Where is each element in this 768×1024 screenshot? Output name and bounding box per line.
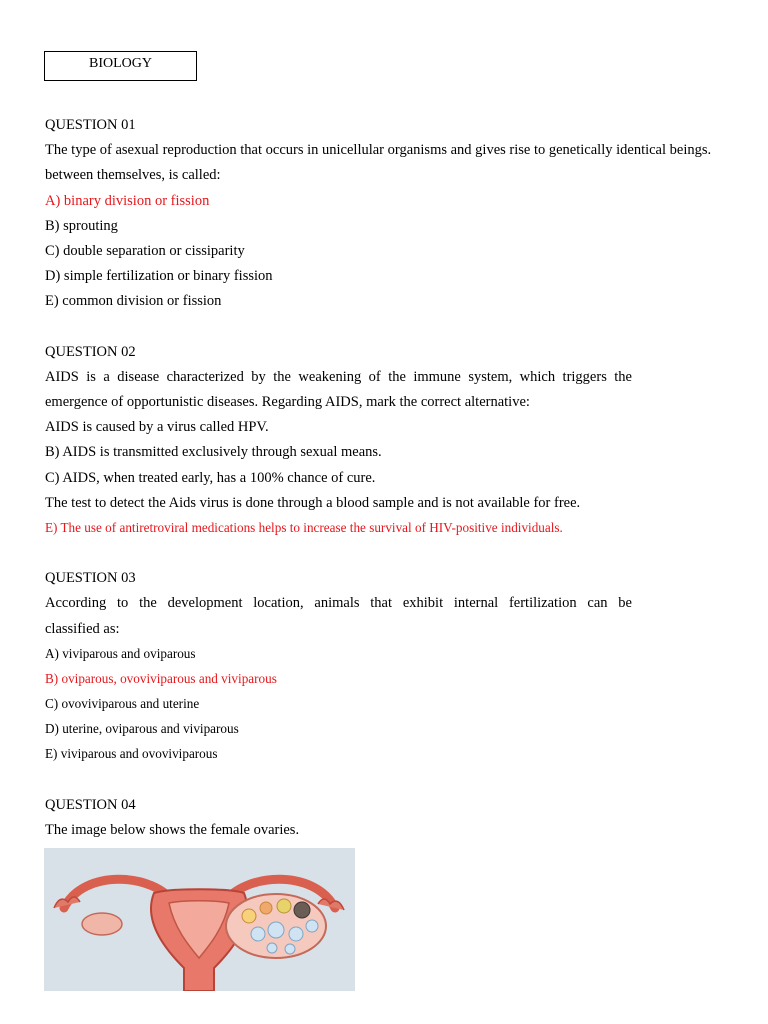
question-02-stem-line-2: emergence of opportunistic diseases. Regarding AIDS, mark the correct alternative: [45, 394, 530, 410]
question-03-option-e: E) viviparous and ovoviviparous [45, 746, 218, 761]
question-01-stem-line-2: between themselves, is called: [45, 167, 221, 183]
uterus-ovaries-illustration [44, 848, 355, 991]
question-02-heading: QUESTION 02 [45, 344, 136, 360]
question-01-heading: QUESTION 01 [45, 117, 136, 133]
question-01-stem-line-1: The type of asexual reproduction that occurs in unicellular organisms and gives rise to genetically identical beings. [45, 142, 712, 158]
question-03-stem-line-1: According to the development location, animals that exhibit internal fertilization can be [45, 595, 632, 611]
question-03-heading: QUESTION 03 [45, 570, 136, 586]
question-01-option-e: E) common division or fission [45, 293, 222, 309]
question-03-option-c: C) ovoviviparous and uterine [45, 696, 200, 711]
question-03-option-a: A) viviparous and oviparous [45, 646, 196, 661]
question-01-option-b: B) sprouting [45, 218, 118, 234]
question-02-stem-line-1: AIDS is a disease characterized by the weakening of the immune system, which triggers the [45, 369, 632, 385]
question-01-option-a: A) binary division or fission [45, 193, 210, 209]
question-02-option-c: C) AIDS, when treated early, has a 100% chance of cure. [45, 470, 376, 486]
subject-title-box [44, 51, 197, 81]
question-04-heading: QUESTION 04 [45, 797, 136, 813]
question-01-option-d: D) simple fertilization or binary fission [45, 268, 273, 284]
question-04-stem-line-1: The image below shows the female ovaries. [45, 822, 300, 838]
question-03-stem-line-2: classified as: [45, 621, 120, 637]
question-03-option-b: B) oviparous, ovoviviparous and viviparous [45, 671, 277, 686]
uterus-ovaries-icon [44, 848, 355, 991]
question-03-option-d: D) uterine, oviparous and viviparous [45, 721, 239, 736]
question-02-option-b: B) AIDS is transmitted exclusively through sexual means. [45, 444, 382, 460]
question-02-option-d: The test to detect the Aids virus is done through a blood sample and is not available for free. [45, 495, 581, 511]
question-02-option-a: AIDS is caused by a virus called HPV. [45, 419, 269, 435]
question-02-option-e: E) The use of antiretroviral medications helps to increase the survival of HIV-positive individuals. [45, 520, 563, 535]
subject-title: BIOLOGY [89, 56, 152, 71]
question-01-option-c: C) double separation or cissiparity [45, 243, 245, 259]
